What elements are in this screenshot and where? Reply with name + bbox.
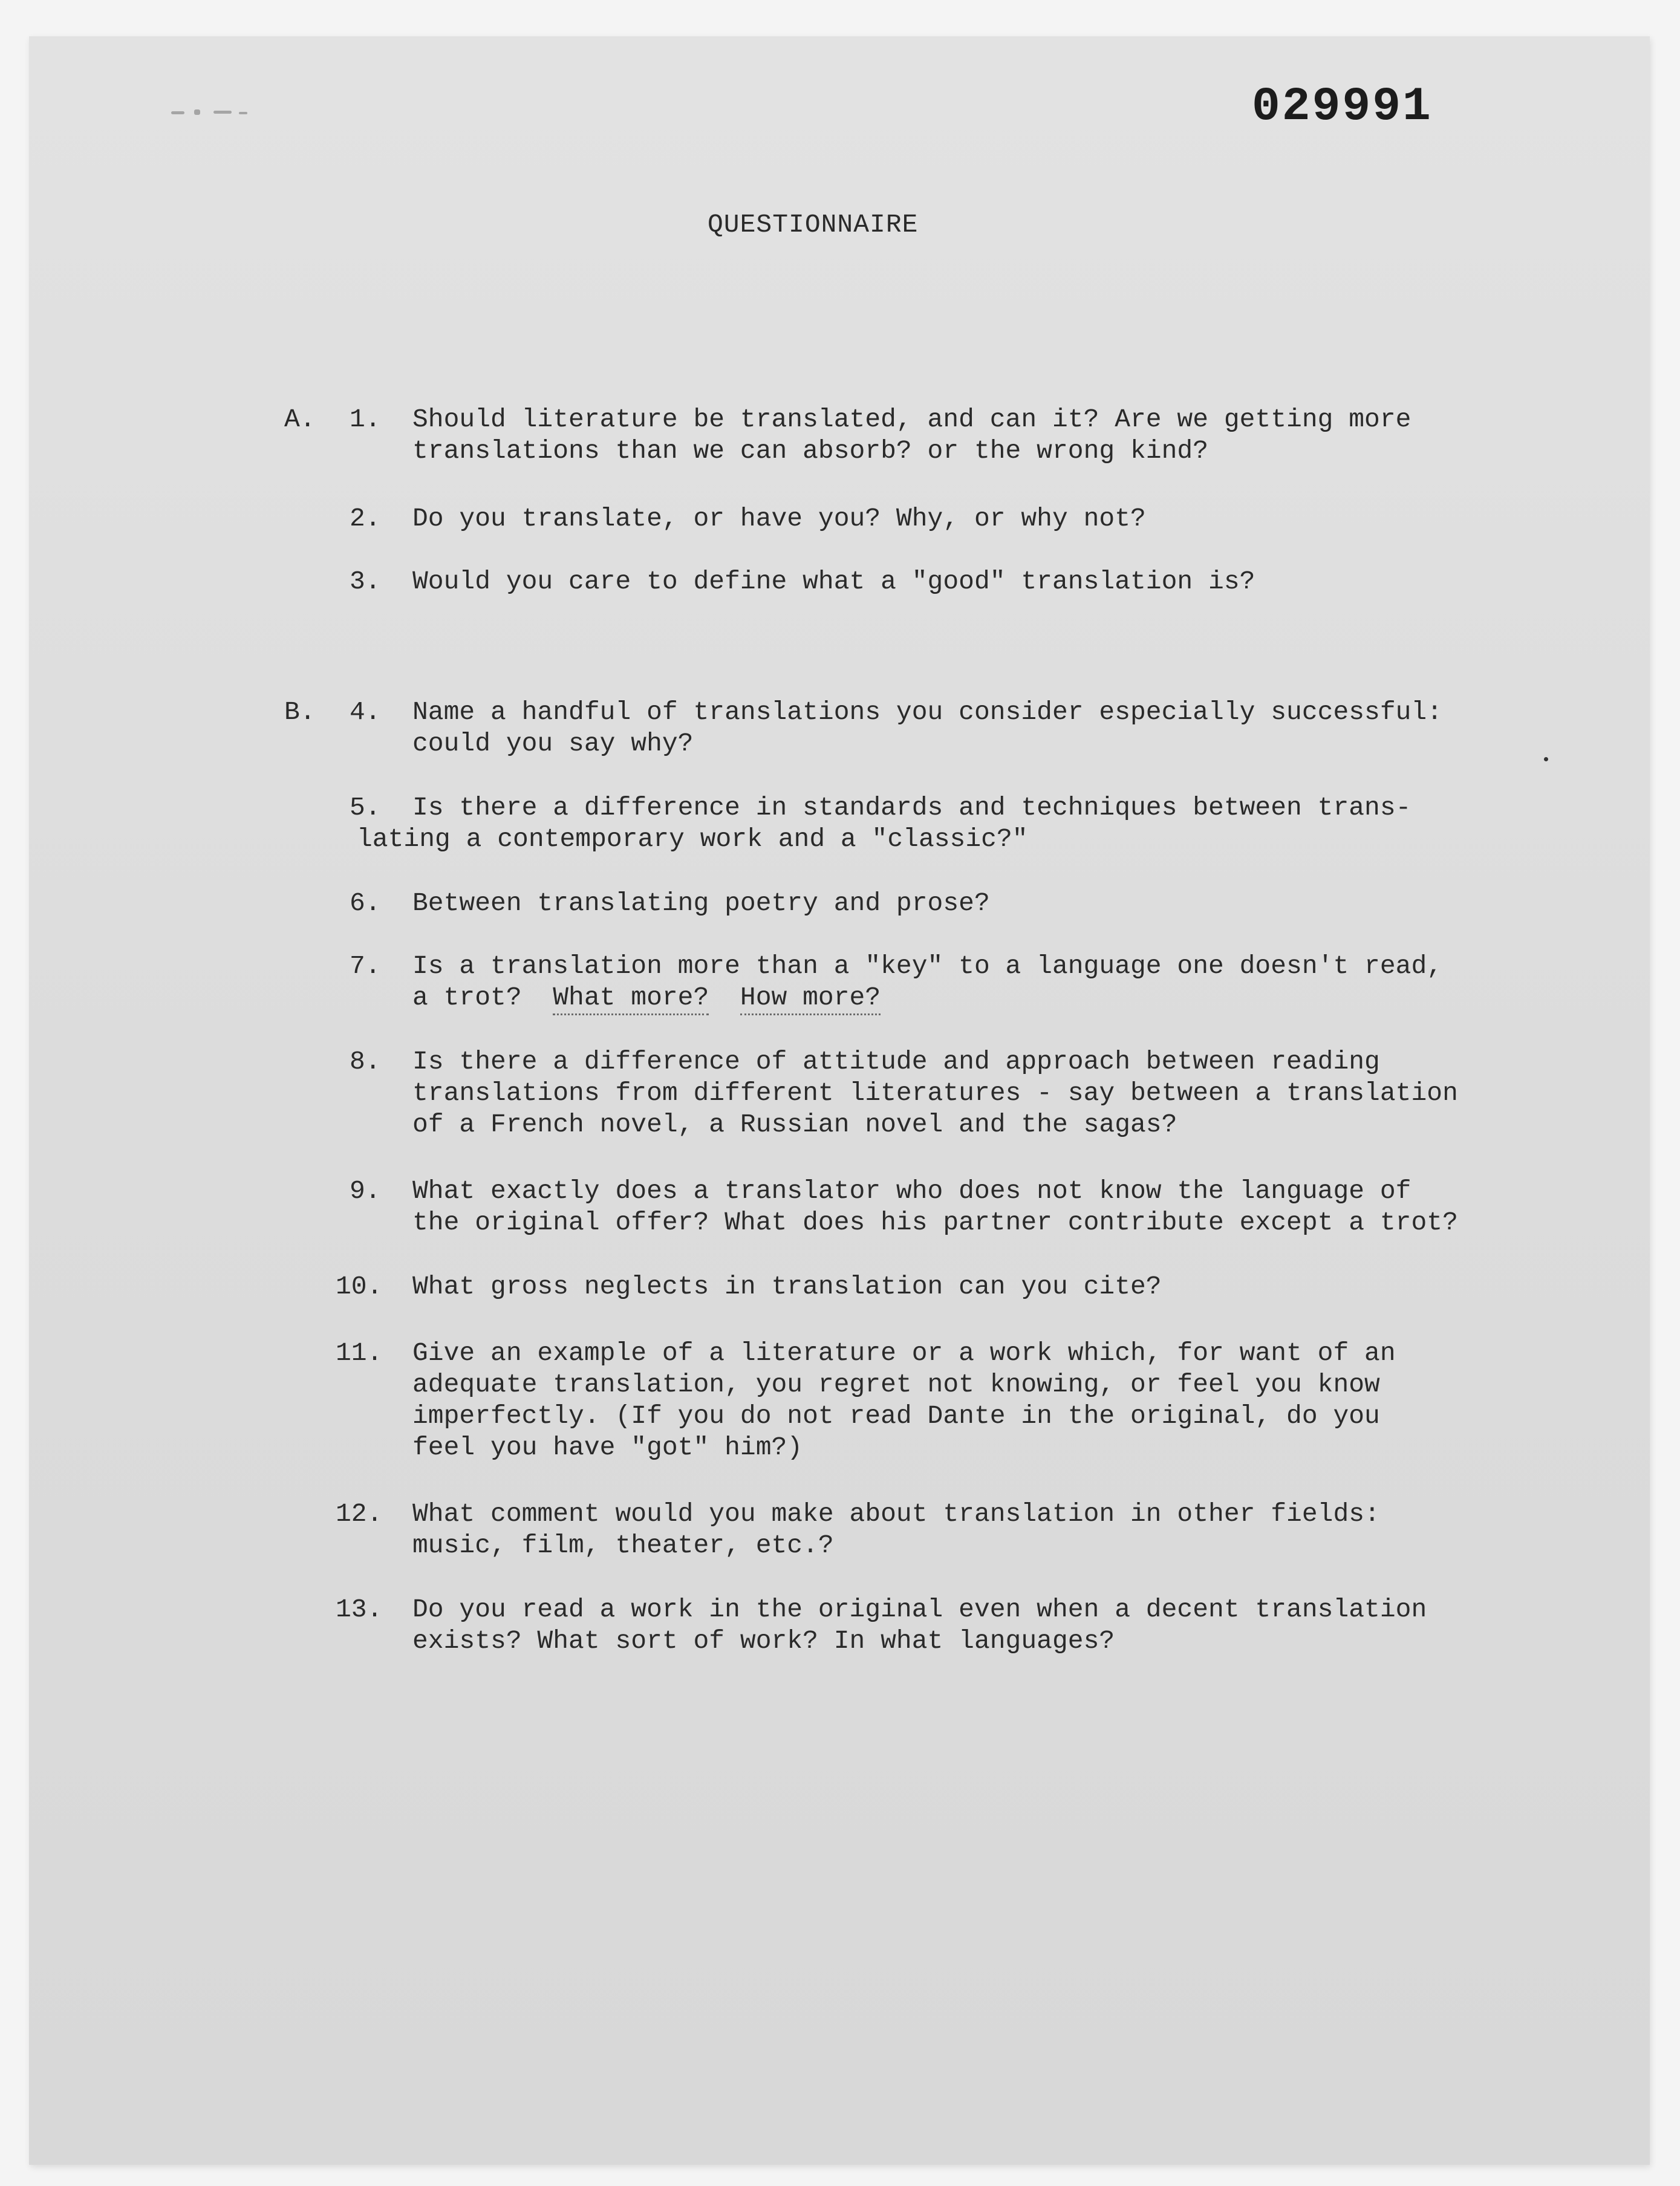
question-line: Name a handful of translations you consider especially successful:: [412, 697, 1443, 727]
ink-smudge: [171, 108, 262, 115]
question-number: 9.: [350, 1176, 381, 1206]
paper-speck: [1544, 757, 1548, 761]
question-line: imperfectly. (If you do not read Dante in the original, do you: [412, 1401, 1380, 1431]
question-line: What gross neglects in translation can you cite?: [412, 1272, 1162, 1301]
question-number: 2.: [350, 504, 381, 533]
question-line: adequate translation, you regret not knowing, or feel you know: [412, 1370, 1380, 1399]
question-line-prefix: a trot?: [412, 983, 553, 1012]
document-number: 029991: [1252, 80, 1433, 134]
page-title: QUESTIONNAIRE: [708, 210, 919, 239]
question-line: feel you have "got" him?): [412, 1433, 803, 1462]
question-line: music, film, theater, etc.?: [412, 1531, 834, 1560]
underlined-phrase: How more?: [740, 983, 881, 1015]
underlined-phrase: What more?: [553, 983, 709, 1015]
question-number: 12.: [336, 1499, 383, 1529]
question-number: 8.: [350, 1047, 381, 1076]
question-line: Give an example of a literature or a work which, for want of an: [412, 1338, 1396, 1368]
question-line: Is there a difference in standards and techniques between trans-: [412, 793, 1411, 822]
question-line: translations than we can absorb? or the wrong kind?: [412, 436, 1209, 466]
question-line: Is there a difference of attitude and approach between reading: [412, 1047, 1380, 1076]
question-number: 6.: [350, 888, 381, 918]
question-line: lating a contemporary work and a "classic?": [357, 824, 1028, 854]
question-line: the original offer? What does his partner contribute except a trot?: [412, 1208, 1458, 1237]
question-line: Between translating poetry and prose?: [412, 888, 990, 918]
question-line: What exactly does a translator who does not know the language of: [412, 1176, 1411, 1206]
question-line: translations from different literatures - say between a translation: [412, 1078, 1458, 1108]
question-number: 10.: [336, 1272, 383, 1301]
question-number: 7.: [350, 951, 381, 981]
question-line: of a French novel, a Russian novel and the sagas?: [412, 1110, 1177, 1139]
question-line: Do you translate, or have you? Why, or why not?: [412, 504, 1146, 533]
question-number: 1.: [350, 405, 381, 434]
question-line: What comment would you make about translation in other fields:: [412, 1499, 1380, 1529]
question-line: Should literature be translated, and can it? Are we getting more: [412, 405, 1411, 434]
section-label-b: B.: [284, 697, 316, 727]
question-number: 3.: [350, 567, 381, 596]
question-number: 13.: [336, 1595, 383, 1624]
question-line: could you say why?: [412, 729, 694, 758]
question-line: exists? What sort of work? In what languages?: [412, 1626, 1115, 1656]
question-line: Would you care to define what a "good" translation is?: [412, 567, 1255, 596]
question-line: [412, 982, 881, 1013]
question-number: 5.: [350, 793, 381, 822]
section-label-a: A.: [284, 405, 316, 434]
question-line: Is a translation more than a "key" to a language one doesn't read,: [412, 951, 1443, 981]
question-number: 11.: [336, 1338, 383, 1368]
question-line: Do you read a work in the original even when a decent translation: [412, 1595, 1427, 1624]
question-number: 4.: [350, 697, 381, 727]
question-line-gap: [709, 983, 740, 1012]
